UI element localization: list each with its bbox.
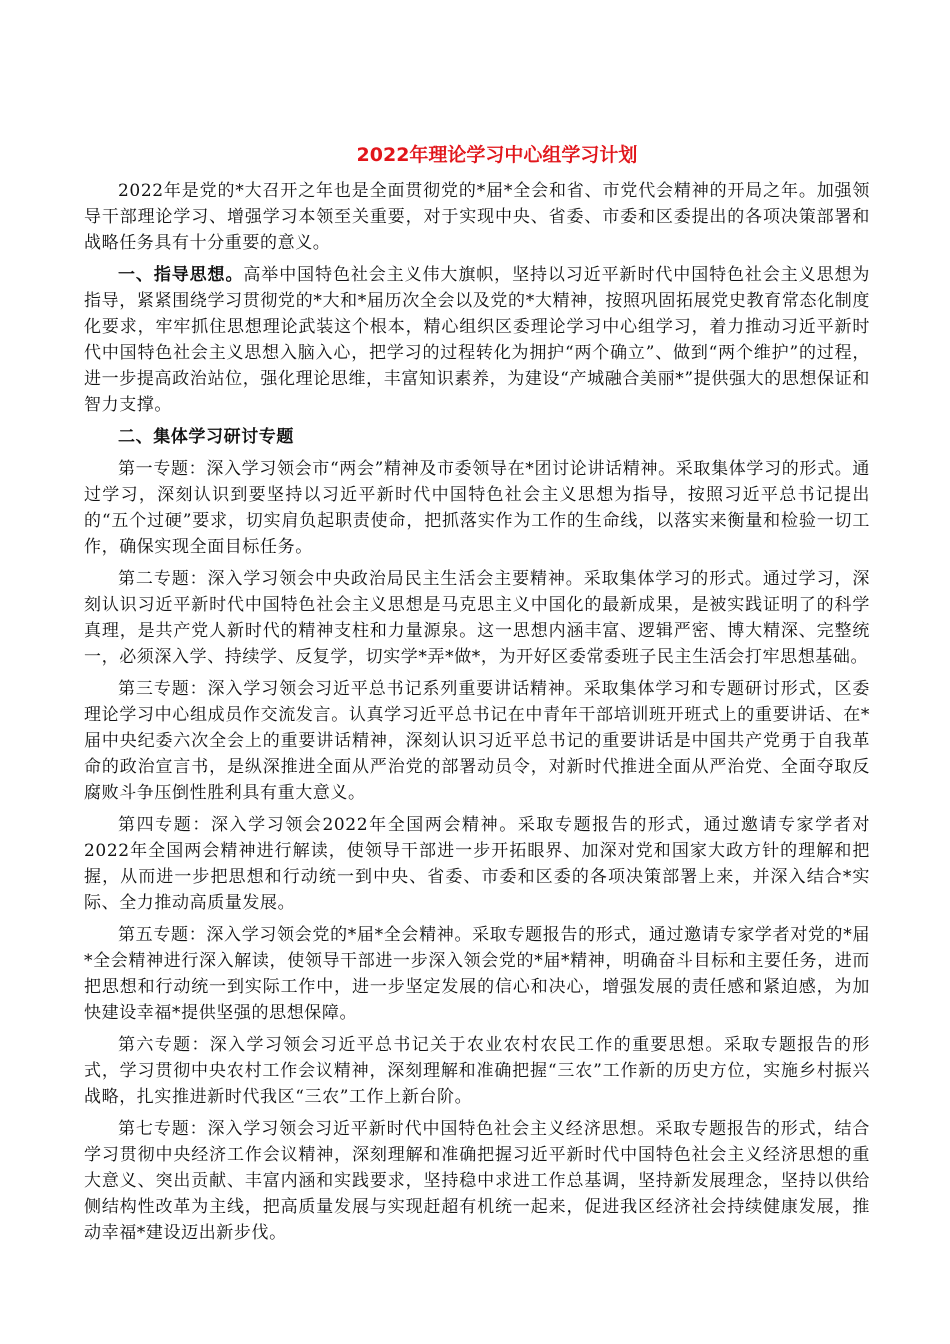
topic-paragraph-7: 第七专题：深入学习领会习近平新时代中国特色社会主义经济思想。采取专题报告的形式，结合学习贯彻中央经济工作会议精神，深刻理解和准确把握习近平新时代中国特色社会主义经济思想的重大意义、突出贡献、丰富内涵和实践要求，坚持稳中求进工作总基调，坚持新发展理念，坚持以供给侧结构性改革为主线，把高质量发展与实现赶超有机统一起来，促进我区经济社会持续健康发展，推动幸福*建设迈出新步伐。	[84, 1119, 870, 1243]
section-heading-study-topics: 二、集体学习研讨专题	[118, 427, 294, 447]
study-topics-paragraph	[84, 424, 870, 450]
document-title: 2022年理论学习中心组学习计划	[356, 144, 638, 166]
intro-paragraph: 2022年是党的*大召开之年也是全面贯彻党的*届*全会和省、市党代会精神的开局之年。加强领导干部理论学习、增强学习本领至关重要，对于实现中央、省委、市委和区委提出的各项决策部署和战略任务具有十分重要的意义。	[84, 181, 870, 253]
topic-paragraph-2: 第二专题：深入学习领会中央政治局民主生活会主要精神。采取集体学习的形式。通过学习，深刻认识习近平新时代中国特色社会主义思想是马克思主义中国化的最新成果，是被实践证明了的科学真理，是共产党人新时代的精神支柱和力量源泉。这一思想内涵丰富、逻辑严密、博大精深、完整统一，必须深入学、持续学、反复学，切实学*弄*做*，为开好区委常委班子民主生活会打牢思想基础。	[84, 569, 870, 667]
topic-paragraph-3: 第三专题：深入学习领会习近平总书记系列重要讲话精神。采取集体学习和专题研讨形式，区委理论学习中心组成员作交流发言。认真学习近平总书记在中青年干部培训班开班式上的重要讲话、在*届中央纪委六次全会上的重要讲话精神，深刻认识习近平总书记的重要讲话是中国共产党勇于自我革命的政治宣言书，是纵深推进全面从严治党的部署动员令，对新时代推进全面从严治党、全面夺取反腐败斗争压倒性胜利具有重大意义。	[84, 679, 870, 803]
topic-paragraph-6: 第六专题：深入学习领会习近平总书记关于农业农村农民工作的重要思想。采取专题报告的形式，学习贯彻中央农村工作会议精神，深刻理解和准确把握“三农”工作新的历史方位，实施乡村振兴战略，扎实推进新时代我区“三农”工作上新台阶。	[84, 1035, 870, 1107]
document-page	[84, 140, 870, 1252]
topic-paragraph-5: 第五专题：深入学习领会党的*届*全会精神。采取专题报告的形式，通过邀请专家学者对党的*届*全会精神进行深入解读，使领导干部进一步深入领会党的*届*精神，明确奋斗目标和主要任务，进而把思想和行动统一到实际工作中，进一步坚定发展的信心和决心，增强发展的责任感和紧迫感，为加快建设幸福*提供坚强的思想保障。	[84, 925, 870, 1023]
topic-paragraph-1: 第一专题：深入学习领会市“两会”精神及市委领导在*团讨论讲话精神。采取集体学习的形式。通过学习，深刻认识到要坚持以习近平新时代中国特色社会主义思想为指导，按照习近平总书记提出的“五个过硬”要求，切实肩负起职责使命，把抓落实作为工作的生命线，以落实来衡量和检验一切工作，确保实现全面目标任务。	[84, 459, 870, 557]
guiding-thought-paragraph	[84, 262, 870, 418]
section-heading-guiding-thought: 一、指导思想。	[118, 265, 244, 285]
topic-paragraph-4: 第四专题：深入学习领会2022年全国两会精神。采取专题报告的形式，通过邀请专家学者对2022年全国两会精神进行解读，使领导干部进一步开拓眼界、加深对党和国家大政方针的理解和把握，从而进一步把思想和行动统一到中央、省委、市委和区委的各项决策部署上来，并深入结合*实际、全力推动高质量发展。	[84, 815, 870, 913]
guiding-thought-body: 高举中国特色社会主义伟大旗帜，坚持以习近平新时代中国特色社会主义思想为指导，紧紧围绕学习贯彻党的*大和*届历次全会以及党的*大精神，按照巩固拓展党史教育常态化制度化要求，牢牢抓住思想理论武装这个根本，精心组织区委理论学习中心组学习，着力推动习近平新时代中国特色社会主义思想入脑入心，把学习的过程转化为拥护“两个确立”、做到“两个维护”的过程，进一步提高政治站位，强化理论思维，丰富知识素养，为建设“产城融合美丽*”提供强大的思想保证和智力支撑。	[84, 265, 871, 415]
